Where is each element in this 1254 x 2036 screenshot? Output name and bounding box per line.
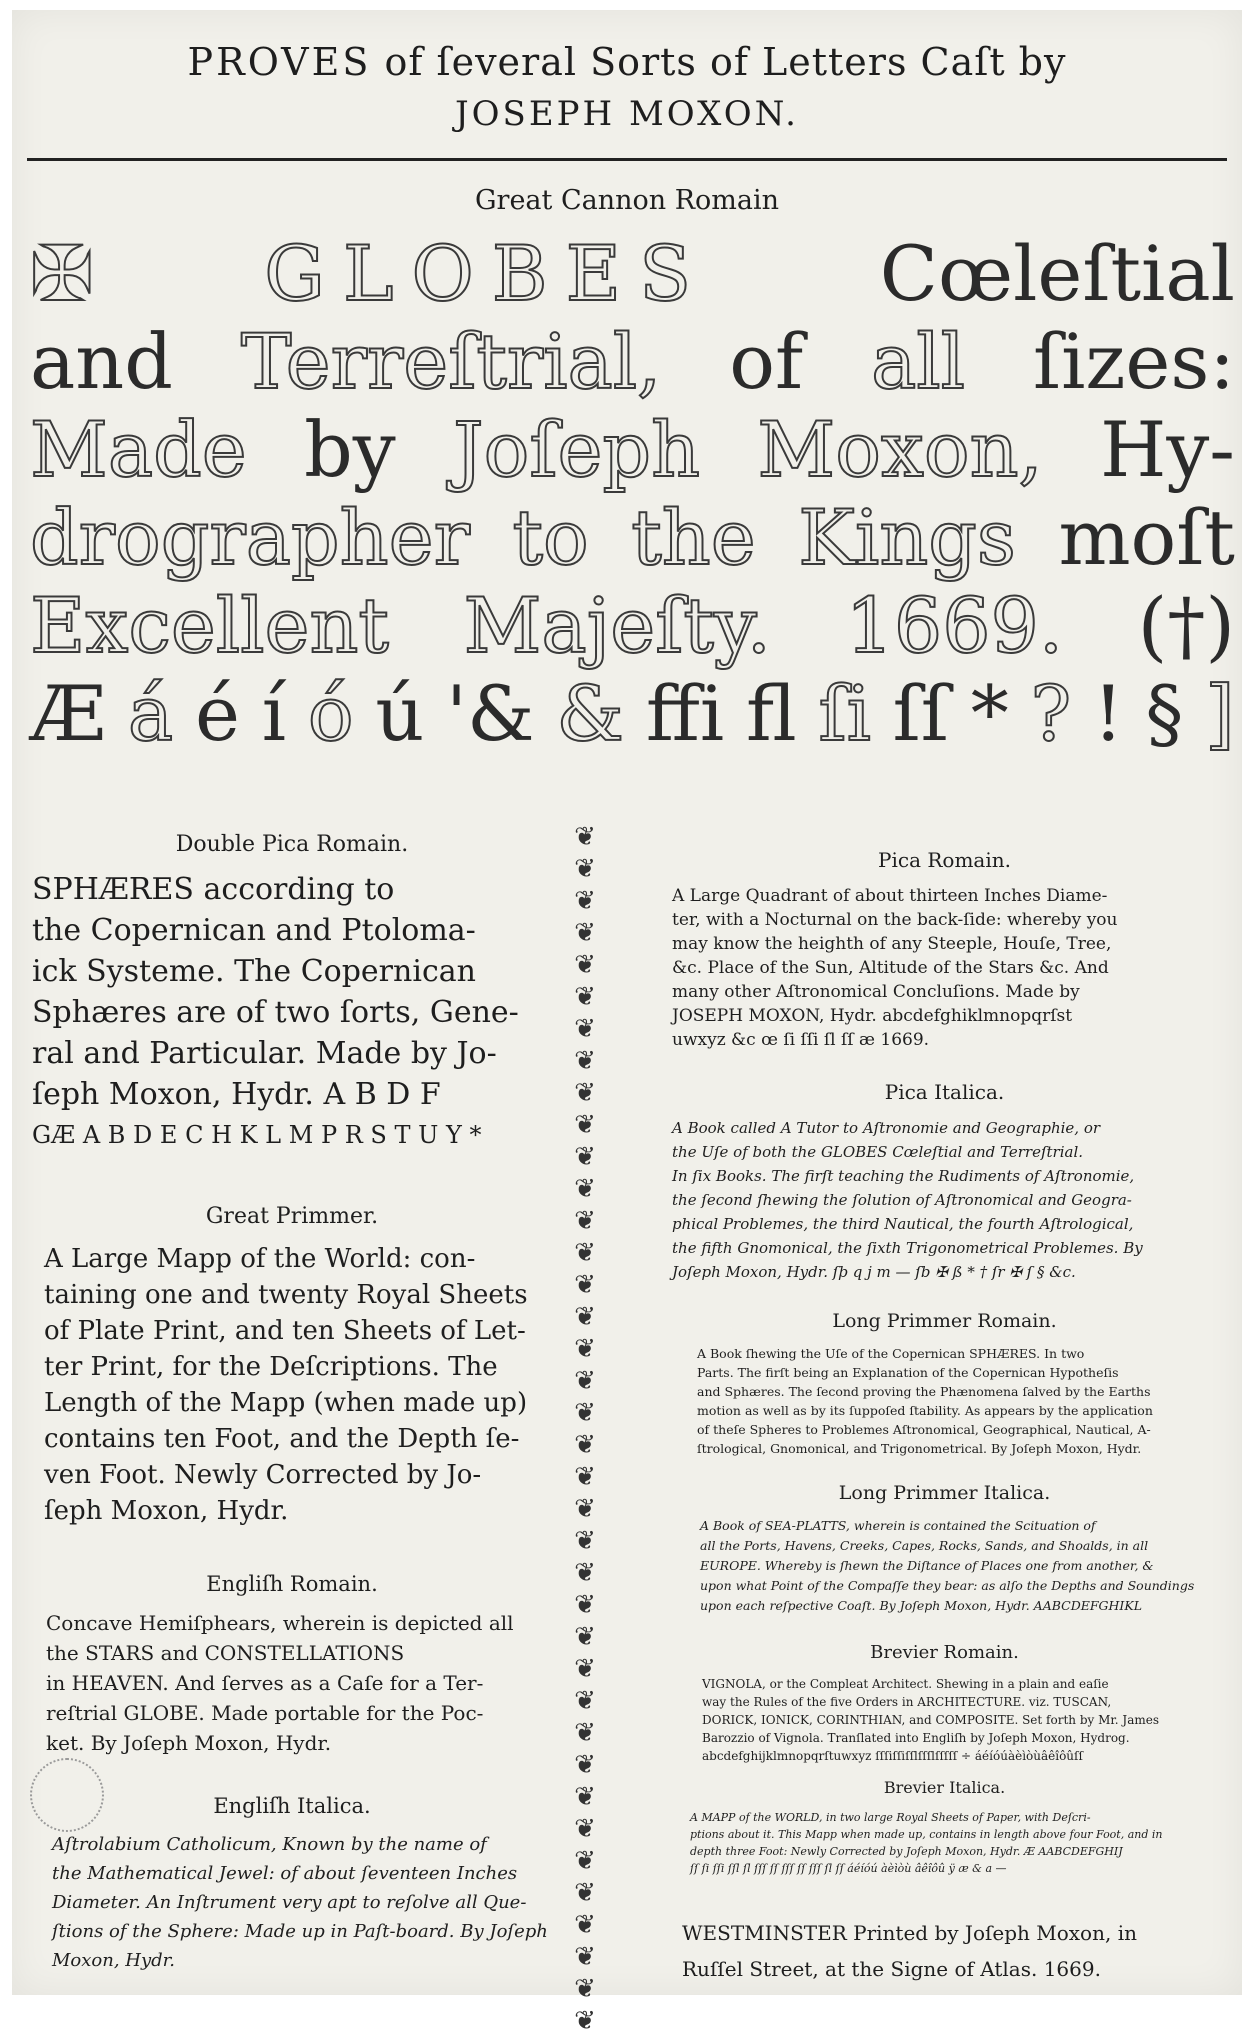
text-line: A Book called A Tutor to Aſtronomie and Geographie, or [672, 1119, 1101, 1137]
title-caps: PROVES [187, 40, 372, 84]
text-line: Moxon, Hydr. [52, 1950, 176, 1971]
cannon-glyph: & [556, 669, 625, 758]
text-line: Length of the Mapp (when made up) [44, 1388, 528, 1418]
fleuron-ornament: ❦ [574, 1078, 596, 1108]
fleuron-ornament: ❦ [574, 1846, 596, 1876]
author-name: JOSEPH MOXON. [455, 94, 799, 134]
brevier-romain-text [672, 1675, 1217, 1765]
fleuron-ornament: ❦ [574, 1526, 596, 1556]
cannon-glyph: í [261, 669, 287, 758]
brevier-italica-block [672, 1778, 1217, 1877]
fleuron-ornament: ❦ [574, 918, 596, 948]
pica-romain-label: Pica Romain. [878, 848, 1011, 872]
text-line: Barozzio of Vignola. Tranſlated into Engliſh by Joſeph Moxon, Hydrog. [702, 1731, 1130, 1745]
fleuron-ornament: ❦ [574, 1430, 596, 1460]
fleuron-ornament: ❦ [574, 1142, 596, 1172]
brevier-italica-text [672, 1809, 1217, 1877]
text-line: In ſix Books. The firſt teaching the Rudiments of Aſtronomie, [672, 1167, 1135, 1185]
text-line: A Large Mapp of the World: con- [44, 1244, 476, 1274]
cannon-word: Terreſtrial, [240, 317, 662, 406]
text-line: ven Foot. Newly Corrected by Jo- [44, 1460, 482, 1490]
text-line: the Copernican and Ptoloma- [32, 913, 476, 948]
title-rule [27, 158, 1227, 161]
brevier-romain-block [672, 1642, 1217, 1765]
pica-romain-block [672, 848, 1217, 1052]
cannon-glyph: ! [1093, 669, 1124, 758]
text-line: uwxyz &c œ ſi ſſi ſl ſſ æ 1669. [672, 1030, 930, 1050]
pica-italica-label: Pica Italica. [884, 1080, 1005, 1104]
text-line: GÆ A B D E C H K L M P R S T U Y * [32, 1121, 482, 1149]
fleuron-ornament: ❦ [574, 1910, 596, 1940]
fleuron-ornament: ❦ [574, 854, 596, 884]
text-line: of theſe Spheres to Problemes Aſtronomical, Geographical, Nautical, A- [697, 1422, 1151, 1437]
cannon-word: of [729, 317, 804, 406]
fleuron-ornament: ❦ [574, 1654, 596, 1684]
cannon-glyph: Æ [30, 669, 107, 758]
english-italica-label: Engliſh Italica. [213, 1794, 371, 1818]
cannon-glyph: fl [745, 669, 797, 758]
great-primmer-label: Great Primmer. [205, 1204, 379, 1229]
fleuron-ornament: ❦ [574, 1174, 596, 1204]
text-line: of Plate Print, and ten Sheets of Let- [44, 1316, 526, 1346]
text-line: Aſtrolabium Catholicum, Known by the name of [52, 1834, 487, 1855]
broadside-sheet [12, 10, 1242, 2036]
text-line: the ſecond ſhewing the ſolution of Aſtronomical and Geogra- [672, 1191, 1132, 1209]
cannon-glyph: § [1145, 669, 1184, 758]
text-line: many other Aſtronomical Concluſions. Made by [672, 982, 1080, 1002]
long-primmer-romain-block [672, 1310, 1217, 1458]
fleuron-ornament: ❦ [574, 950, 596, 980]
text-line: all the Ports, Havens, Creeks, Capes, Rocks, Sands, and Shoalds, in all [700, 1538, 1149, 1553]
text-line: the Mathematical Jewel: of about ſeventeen Inches [52, 1863, 518, 1884]
double-pica-block [32, 832, 552, 1156]
text-line: A MAPP of the WORLD, in two large Royal Sheets of Paper, with Deſcri- [690, 1811, 1091, 1824]
text-line: ptions about it. This Mapp when made up, contains in length above four Foot, and in [690, 1828, 1163, 1841]
text-line: motion as well as by its ſuppoſed ſtability. As appears by the application [697, 1403, 1153, 1418]
double-pica-text [32, 869, 552, 1156]
cannon-word: by [304, 405, 396, 494]
fleuron-ornament: ❦ [574, 1398, 596, 1428]
fleuron-ornament: ❦ [574, 2006, 596, 2036]
fleuron-ornament: ❦ [574, 1590, 596, 1620]
text-line: JOSEPH MOXON, Hydr. abcdefghiklmnopqrſst [672, 1006, 1073, 1026]
text-line: and Sphæres. The ſecond proving the Phænomena ſalved by the Earths [697, 1384, 1151, 1399]
text-line: A Large Quadrant of about thirteen Inches Diame- [672, 886, 1108, 906]
cannon-word: and [30, 317, 173, 406]
text-line: upon what Point of the Compaſſe they bear: as alſo the Depths and Soundings [700, 1578, 1195, 1593]
cannon-glyph: '& [446, 669, 535, 758]
great-primmer-text [32, 1241, 552, 1529]
fleuron-ornament: ❦ [574, 1878, 596, 1908]
cannon-word: Kings [798, 493, 1016, 582]
fleuron-ornament: ❦ [574, 1014, 596, 1044]
fleuron-ornament: ❦ [574, 1558, 596, 1588]
cannon-glyph: * [970, 669, 1009, 758]
text-line: depth three Foot: Newly Corrected by Joſeph Moxon, Hydr. Æ AABCDEFGHIJ [690, 1845, 1123, 1858]
cannon-glyph: ? [1030, 669, 1072, 758]
english-romain-block [32, 1572, 552, 1758]
fleuron-ornament: ❦ [574, 1270, 596, 1300]
pica-romain-text [672, 884, 1217, 1052]
text-line: Diameter. An Inſtrument very apt to reſolve all Que- [52, 1892, 527, 1913]
english-italica-text [32, 1830, 552, 1975]
fleuron-ornament: ❦ [574, 1046, 596, 1076]
page-title [12, 40, 1242, 84]
english-romain-label: Engliſh Romain. [206, 1572, 378, 1596]
cannon-glyph: ú [375, 669, 425, 758]
cannon-glyph: ó [307, 669, 354, 758]
cannon-word: moſt [1058, 493, 1235, 582]
fleuron-ornament: ❦ [574, 1622, 596, 1652]
long-primmer-romain-text [672, 1344, 1217, 1458]
text-line: ter Print, for the Deſcriptions. The [44, 1352, 498, 1382]
text-line: reſtrial GLOBE. Made portable for the Poc- [46, 1701, 484, 1725]
imprint [682, 1915, 1212, 1987]
cannon-word: Made [30, 405, 247, 494]
text-line: Parts. The firſt being an Explanation of the Copernican Hypotheſis [697, 1365, 1119, 1380]
cannon-word: 1669. [845, 581, 1064, 670]
cannon-word: Excellent [30, 581, 389, 670]
cannon-line-5 [30, 582, 1235, 670]
cross-ornament: ✠ [30, 229, 94, 318]
text-line: A Book ſhewing the Uſe of the Copernican SPHÆRES. In two [697, 1346, 1085, 1361]
text-line: in HEAVEN. And ſerves as a Caſe for a Ter- [46, 1671, 484, 1695]
fleuron-ornament: ❦ [574, 1750, 596, 1780]
fleuron-ornament: ❦ [574, 1110, 596, 1140]
fleuron-ornament: ❦ [574, 1462, 596, 1492]
cannon-word: (†) [1137, 581, 1235, 670]
fleuron-ornament: ❦ [574, 1942, 596, 1972]
double-pica-label: Double Pica Romain. [175, 832, 409, 857]
cannon-glyph: ſi [818, 669, 871, 758]
cannon-word: all [871, 317, 966, 406]
fleuron-ornament: ❦ [574, 1814, 596, 1844]
text-line: Concave Hemiſphears, wherein is depicted all [46, 1611, 514, 1635]
text-line: ick Systeme. The Copernican [32, 954, 476, 989]
text-line: ter, with a Nocturnal on the back-ſide: whereby you [672, 910, 1118, 930]
cannon-line-1 [30, 230, 1235, 318]
great-cannon-label: Great Cannon Romain [474, 185, 780, 216]
long-primmer-italica-label: Long Primmer Italica. [838, 1482, 1051, 1504]
brevier-romain-label: Brevier Romain. [870, 1642, 1019, 1663]
text-line: abcdefghijklmnopqrſtuwxyz ſſſiſſiſſlſſſlſſſſſ ÷ áéíóúàèìòùâêîôûſſ [702, 1749, 1083, 1763]
text-line: ſeph Moxon, Hydr. [44, 1496, 289, 1526]
long-primmer-romain-label: Long Primmer Romain. [832, 1310, 1057, 1332]
text-line: taining one and twenty Royal Sheets [44, 1280, 528, 1310]
cannon-word: ſizes: [1032, 317, 1235, 406]
fleuron-ornament: ❦ [574, 982, 596, 1012]
fleuron-ornament: ❦ [574, 1782, 596, 1812]
text-line: ral and Particular. Made by Jo- [32, 1036, 497, 1071]
text-line: VIGNOLA, or the Compleat Architect. Shewing in a plain and eaſie [702, 1677, 1109, 1691]
cannon-word: GLOBES [264, 229, 710, 318]
cannon-word: the [631, 493, 756, 582]
fleuron-ornament: ❦ [574, 886, 596, 916]
english-romain-text [32, 1608, 552, 1758]
cannon-word: Moxon, [757, 405, 1043, 494]
text-line: Joſeph Moxon, Hydr. ſþ q j m — ſb ✠ ß * † ſr ✠ ſ § &c. [672, 1263, 1076, 1281]
fleuron-ornament: ❦ [574, 1302, 596, 1332]
text-line: DORICK, IONICK, CORINTHIAN, and COMPOSITE. Set forth by Mr. James [702, 1713, 1160, 1727]
fleuron-ornament: ❦ [574, 1366, 596, 1396]
imprint-line: WESTMINSTER Printed by Joſeph Moxon, in [682, 1921, 1137, 1945]
text-line: ſtions of the Sphere: Made up in Paſt-board. By Joſeph [52, 1921, 548, 1942]
text-line: phical Problemes, the third Nautical, the fourth Aſtrological, [672, 1215, 1134, 1233]
fleuron-ornament: ❦ [574, 1334, 596, 1364]
cannon-word: Joſeph [453, 405, 701, 494]
imprint-line: Ruſſel Street, at the Signe of Atlas. 1669. [682, 1957, 1101, 1981]
text-line: the Uſe of both the GLOBES Cœleſtial and Terreſtrial. [672, 1143, 1084, 1161]
text-line: ſſ ſi ſſi ſſl ſl ſſſ ſſ ſſſ ſſ ſſſ ſl ſſ áéíóú àèìòù âêîôû ÿ æ & a — [690, 1862, 1007, 1875]
cannon-glyph: ffi [645, 669, 725, 758]
text-line: ſtrological, Gnomonical, and Trigonometrical. By Joſeph Moxon, Hydr. [697, 1441, 1142, 1456]
brevier-italica-label: Brevier Italica. [883, 1778, 1006, 1797]
title-rest: of ſeveral Sorts of Letters Caſt by [384, 40, 1067, 84]
text-line: upon each reſpective Coaſt. By Joſeph Moxon, Hydr. AABCDEFGHIKL [700, 1598, 1143, 1613]
cannon-word: drographer [30, 493, 470, 582]
text-line: may know the heighth of any Steeple, Houſe, Tree, [672, 934, 1112, 954]
cannon-line-3 [30, 406, 1235, 494]
text-line: SPHÆRES according to [32, 872, 395, 907]
fleuron-ornament: ❦ [574, 1974, 596, 2004]
long-primmer-italica-block [672, 1482, 1217, 1616]
text-line: &c. Place of the Sun, Altitude of the Stars &c. And [672, 958, 1109, 978]
cannon-word: Majeſty. [463, 581, 771, 670]
text-line: the fifth Gnomonical, the ſixth Trigonometrical Problemes. By [672, 1239, 1143, 1257]
text-line: EUROPE. Whereby is ſhewn the Diſtance of Places one from another, & [700, 1558, 1154, 1573]
great-primmer-block [32, 1204, 552, 1529]
ornamental-border-strip [568, 822, 602, 2036]
cannon-glyph: é [194, 669, 240, 758]
pica-italica-text [672, 1116, 1217, 1284]
fleuron-ornament: ❦ [574, 822, 596, 852]
cannon-line-4 [30, 494, 1235, 582]
fleuron-ornament: ❦ [574, 1206, 596, 1236]
text-line: ſeph Moxon, Hydr. A B D F [32, 1077, 441, 1112]
text-line: Sphæres are of two ſorts, Gene- [32, 995, 519, 1030]
long-primmer-italica-text [672, 1516, 1217, 1616]
cannon-glyph: ſſ [892, 669, 949, 758]
text-line: way the Rules of the five Orders in ARCHITECTURE. viz. TUSCAN, [702, 1695, 1112, 1709]
text-line: ket. By Joſeph Moxon, Hydr. [46, 1731, 332, 1755]
cannon-line-6 [30, 670, 1235, 758]
cannon-line-2 [30, 318, 1235, 406]
fleuron-ornament: ❦ [574, 1686, 596, 1716]
pica-italica-block [672, 1080, 1217, 1284]
text-line: contains ten Foot, and the Depth ſe- [44, 1424, 520, 1454]
fleuron-ornament: ❦ [574, 1718, 596, 1748]
english-italica-block [32, 1794, 552, 1975]
cannon-word: Cœleſtial [879, 229, 1235, 318]
cannon-word: to [512, 493, 589, 582]
cannon-word: Hy- [1100, 405, 1235, 494]
cannon-glyph: á [127, 669, 174, 758]
text-line: A Book of SEA-PLATTS, wherein is contained the Scituation of [700, 1518, 1096, 1533]
cannon-glyph: ] [1205, 669, 1235, 758]
text-line: the STARS and CONSTELLATIONS [46, 1641, 405, 1665]
fleuron-ornament: ❦ [574, 1238, 596, 1268]
great-cannon-specimen [30, 230, 1235, 758]
fleuron-ornament: ❦ [574, 1494, 596, 1524]
